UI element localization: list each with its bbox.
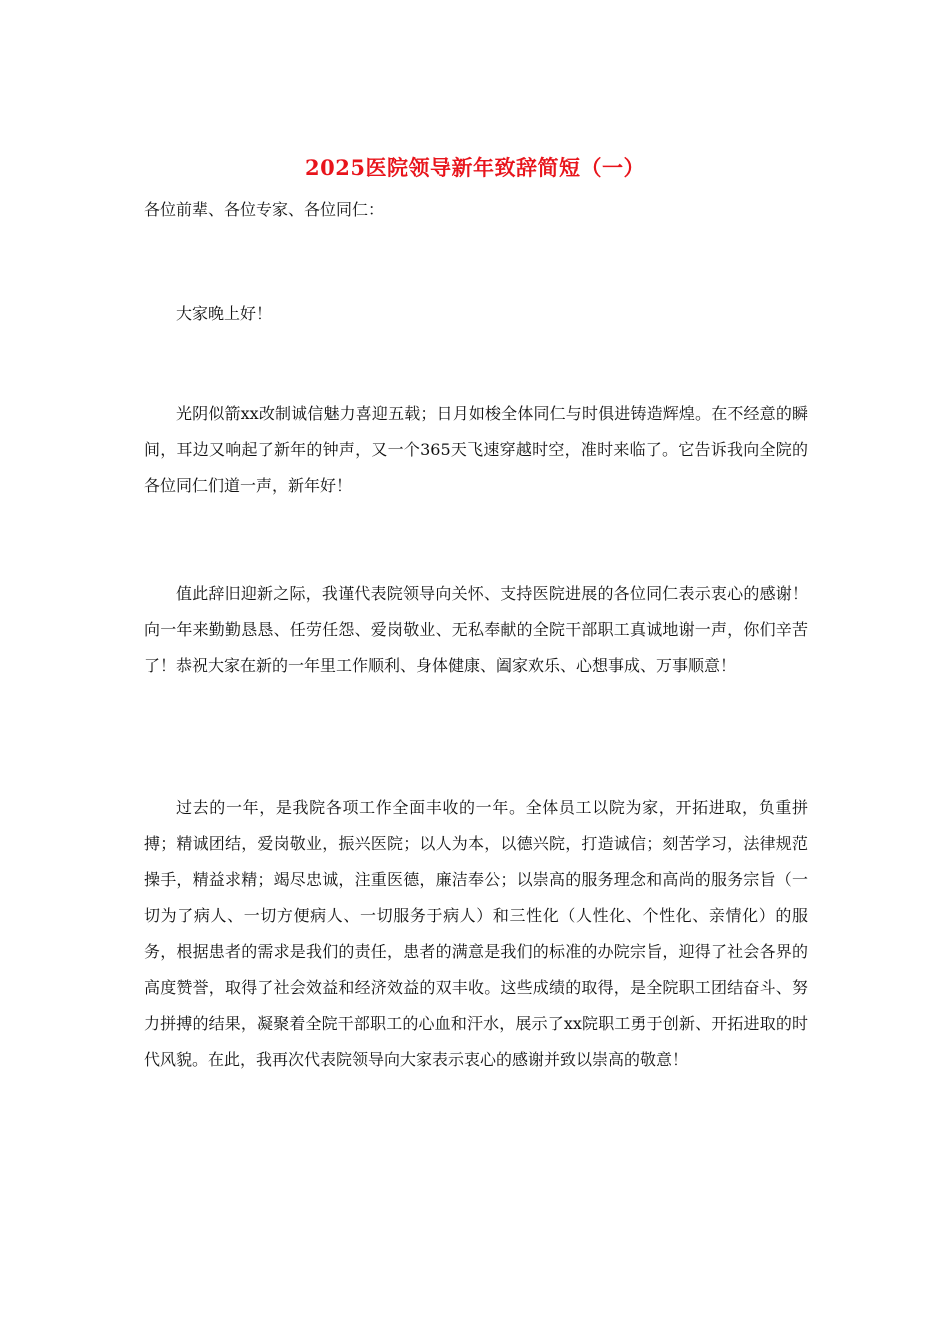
paragraph-new-year: 光阴似箭xx改制诚信魅力喜迎五载；日月如梭全体同仁与时俱进铸造辉煌。在不经意的瞬间，耳边又响起了新年的钟声，又一个365天飞速穿越时空，准时来临了。它告诉我向全院的各位同仁们道一声，新年好！ (144, 404, 808, 495)
document-title: 2025医院领导新年致辞简短（一） (305, 155, 645, 180)
paragraph-review: 过去的一年，是我院各项工作全面丰收的一年。全体员工以院为家，开拓进取，负重拼搏；精诚团结，爱岗敬业，振兴医院；以人为本，以德兴院，打造诚信；刻苦学习，法律规范操手，精益求精；竭尽忠诚，注重医德，廉洁奉公；以崇高的服务理念和高尚的服务宗旨（一切为了病人、一切方便病人、一切服务于病人）和三性化（人性化、个性化、亲情化）的服务，根据患者的需求是我们的责任，患者的满意是我们的标准的办院宗旨，迎得了社会各界的高度赞誉，取得了社会效益和经济效益的双丰收。这些成绩的取得，是全院职工团结奋斗、努力拼搏的结果，凝聚着全院干部职工的心血和汗水，展示了xx院职工勇于创新、开拓进取的时代风貌。在此，我再次代表院领导向大家表示衷心的感谢并致以崇高的敬意！ (144, 798, 808, 1069)
paragraph-thanks: 值此辞旧迎新之际，我谨代表院领导向关怀、支持医院进展的各位同仁表示衷心的感谢！向一年来勤勤恳恳、任劳任怨、爱岗敬业、无私奉献的全院干部职工真诚地谢一声，你们辛苦了！恭祝大家在新的一年里工作顺利、身体健康、阖家欢乐、心想事成、万事顺意！ (144, 584, 808, 675)
salutation: 各位前辈、各位专家、各位同仁： (144, 200, 385, 219)
paragraph-greeting: 大家晚上好！ (176, 304, 273, 323)
